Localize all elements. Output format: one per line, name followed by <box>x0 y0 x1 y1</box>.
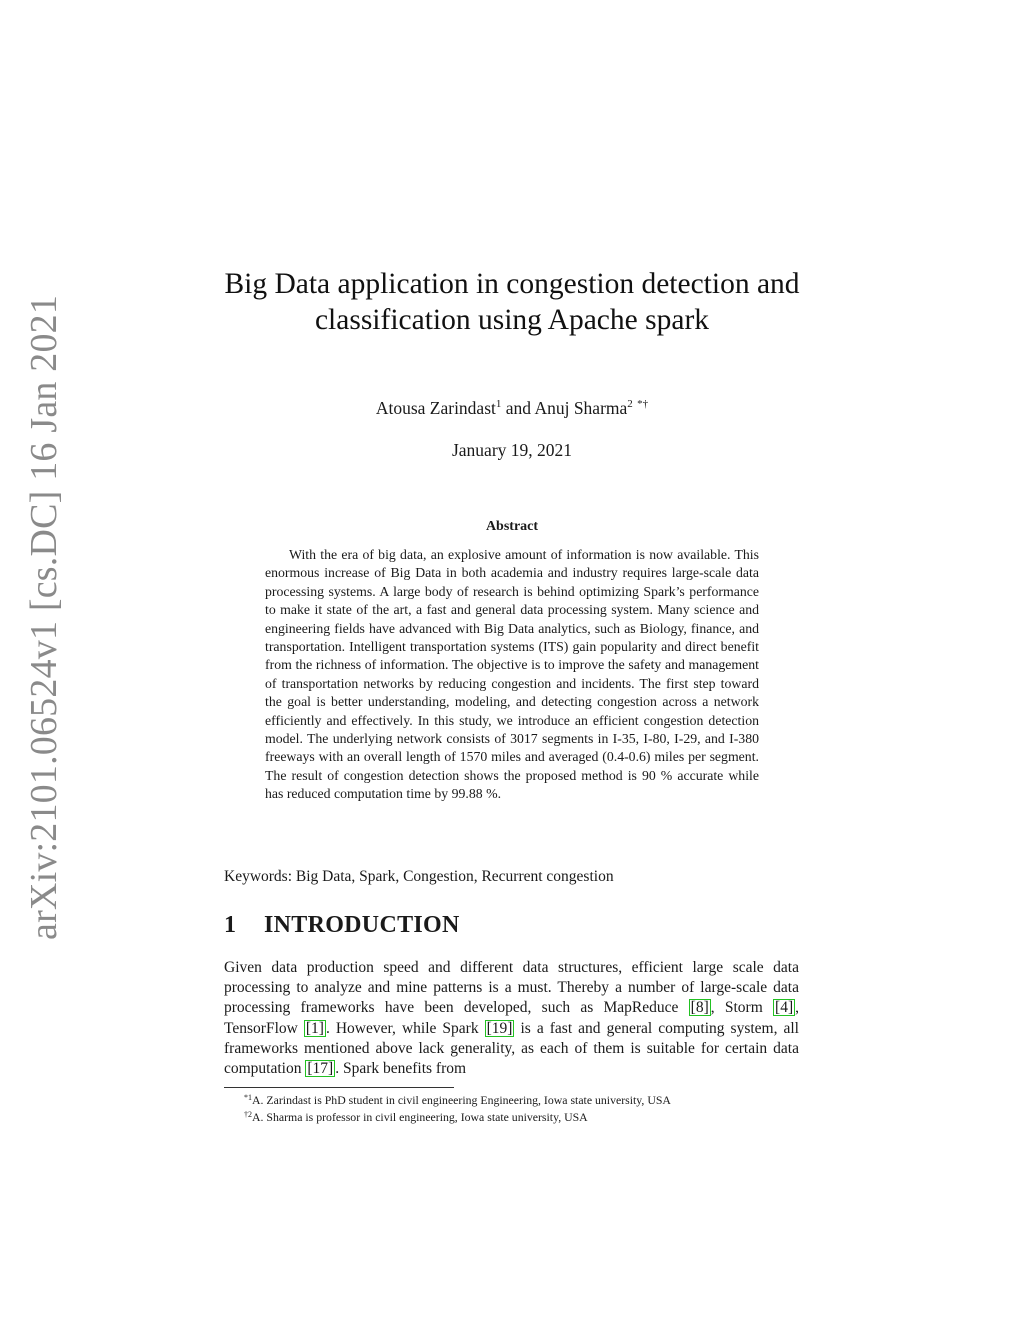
citation-link[interactable]: [19] <box>486 1019 513 1037</box>
footnote <box>224 1109 824 1126</box>
affiliation-mark: 1 <box>495 398 502 410</box>
abstract-heading: Abstract <box>485 519 539 534</box>
introduction-paragraph <box>224 958 799 1079</box>
author-name: Atousa Zarindast <box>375 398 496 418</box>
footnote-mark: *1 <box>244 1093 252 1102</box>
footnote <box>224 1092 824 1109</box>
publication-date: January 19, 2021 <box>451 440 573 460</box>
footnotes <box>224 1092 824 1125</box>
section-heading <box>224 912 460 939</box>
intro-text: . Spark benefits from <box>335 1060 467 1078</box>
intro-text: Given data production speed and different data structures, efficient large scale data processing to analyze and mine patterns is a must. Thereby a number of large-scale data processing frameworks have been developed, such as MapReduce <box>224 959 799 1017</box>
affiliation-mark: 2 <box>627 398 633 410</box>
author-joiner: and <box>501 398 535 418</box>
keywords: Keywords: Big Data, Spark, Congestion, Recurrent congestion <box>224 868 614 885</box>
paper-title: Big Data application in congestion detection and classification using Apache spark <box>224 268 800 336</box>
footnote-divider <box>224 1087 454 1088</box>
footnote-text: A. Zarindast is PhD student in civil engineering Engineering, Iowa state university, USA <box>252 1093 671 1107</box>
footnote-symbols: *† <box>637 398 649 410</box>
citation-link[interactable]: [17] <box>307 1060 334 1078</box>
footnote-mark: †2 <box>244 1109 252 1119</box>
citation-link[interactable]: [8] <box>690 999 709 1017</box>
citation-link[interactable]: [4] <box>775 999 794 1017</box>
section-number: 1 <box>224 912 237 938</box>
section-title: INTRODUCTION <box>264 912 460 938</box>
intro-text: , TensorFlow <box>224 999 799 1037</box>
author-name: Anuj Sharma <box>534 398 628 418</box>
arxiv-identifier-stamp: arXiv:2101.06524v1 [cs.DC] 16 Jan 2021 <box>23 294 65 940</box>
intro-text: , Storm <box>710 999 774 1017</box>
abstract-text: With the era of big data, an explosive amount of information is now available. This enormous increase of Big Data in both academia and industry requires large-scale data processing systems. A large body of research is behind optimizing Spark’s performance to make it state of the art, a fast and general data processing system. Many science and engineering fields have advanced with Big Data analytics, such as Biology, finance, and transportation. Intelligent transportation systems (ITS) gain popularity and direct benefit from the richness of information. The objective is to improve the safety and management of transportation networks by reducing congestion and incidents. The first step toward the goal is better understanding, modeling, and detecting congestion across a network efficiently and effectively. In this study, we introduce an efficient congestion detection model. The underlying network consists of 3017 segments in I-35, I-80, I-29, and I-380 freeways with an overall length of 1570 miles and averaged (0.4-0.6) miles per segment. The result of congestion detection shows the proposed method is 90 % accurate while has reduced computation time by 99.88 %. <box>265 547 759 802</box>
footnote-text: A. Sharma is professor in civil engineering, Iowa state university, USA <box>252 1109 588 1124</box>
intro-text: is a fast and general computing system, all frameworks mentioned above lack generality, as each of them is suitable for certain data computation <box>224 1019 799 1078</box>
intro-text: . However, while Spark <box>325 1019 485 1037</box>
citation-link[interactable]: [1] <box>305 1019 324 1037</box>
author-line <box>200 398 824 419</box>
